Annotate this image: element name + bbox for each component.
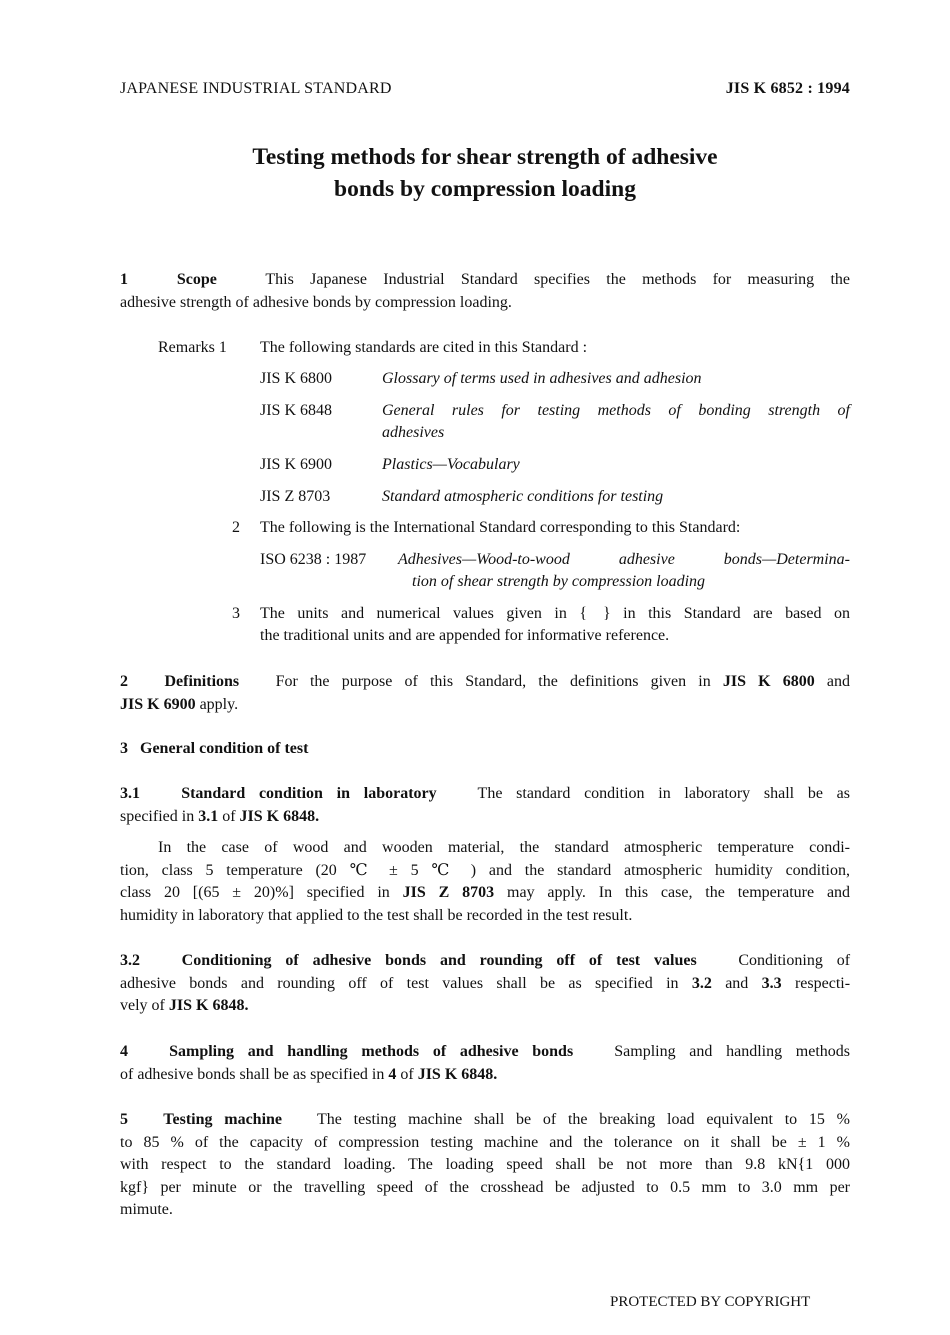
section-4-text-3: of: [400, 1065, 414, 1083]
remark-1-intro: The following standards are cited in this Standard :: [260, 339, 588, 356]
section-1-heading: Scope: [176, 271, 217, 288]
header-standard-number: JIS K 6852 : 1994: [725, 80, 850, 97]
section-3-heading-line: [120, 738, 308, 761]
ref-title-k6848-a: General rules for testing methods of bonding strength of: [382, 402, 850, 419]
section-3-2-ref-k6848: JIS K 6848: [168, 997, 245, 1015]
remark-2-number: 2: [232, 519, 240, 536]
title-line-2: bonds by compression loading: [334, 176, 636, 202]
section-3-1-text-3: of: [222, 807, 236, 825]
section-5-line-2: to 85 % of the capacity of compression testing machine and the tolerance on it shall be ± 1 %: [120, 1133, 850, 1151]
section-2-heading: Definitions: [164, 673, 240, 690]
ref-title-k6848-b: adhesives: [382, 424, 445, 441]
section-1-text-b: adhesive strength of adhesive bonds by compression loading.: [120, 293, 512, 311]
section-3-heading: General condition of test: [140, 740, 309, 757]
section-4-number: 4: [120, 1043, 128, 1060]
section-3-1-p2-line-3a: class 20 [(65 ± 20)%] specified in: [120, 884, 390, 902]
section-3-2-text-4: respecti-: [794, 974, 851, 992]
section-5-line-3: with respect to the standard loading. The loading speed shall be not more than 9.8 kN{1 000: [120, 1156, 850, 1174]
section-3-2-text-6: .: [244, 997, 249, 1015]
ref-code-k6900: JIS K 6900: [260, 456, 333, 473]
section-3-1-text-2: specified in: [120, 807, 195, 825]
section-2-number: 2: [120, 673, 128, 690]
page-title: [120, 141, 850, 205]
section-3-2-number: 3.2: [120, 952, 140, 969]
section-3-1-p2-ref-z8703: JIS Z 8703: [402, 884, 495, 902]
ref-title-k6800: Glossary of terms used in adhesives and adhesion: [382, 370, 702, 387]
section-2-ref-k6900: JIS K 6900: [120, 695, 196, 713]
section-2-text-3: apply.: [199, 695, 239, 713]
section-3-1-ref-clause: 3.1: [198, 807, 219, 825]
title-line-1: Testing methods for shear strength of adhesive: [252, 144, 718, 170]
remark-2-intro: The following is the International Standard corresponding to this Standard:: [260, 519, 741, 536]
section-3-1-number: 3.1: [120, 785, 140, 802]
section-3-1-p2-line-2: tion, class 5 temperature (20 ℃ ± 5 ℃ ) and the standard atmospheric humidity condition,: [120, 861, 850, 879]
section-3-1-heading: Standard condition in laboratory: [181, 785, 437, 802]
section-3-2-text-2: adhesive bonds and rounding off of test values shall be as specified in: [120, 974, 679, 992]
header-standard-label: JAPANESE INDUSTRIAL STANDARD: [120, 80, 392, 97]
section-3-number: 3: [120, 740, 128, 757]
ref-code-k6800: JIS K 6800: [260, 370, 333, 387]
section-4: [120, 1041, 850, 1086]
section-3-2-text-5: vely of: [120, 997, 165, 1015]
section-3-1-paragraph-2: [120, 837, 850, 927]
section-3-1-text-4: .: [315, 807, 320, 825]
section-2-text-2: and: [826, 673, 851, 690]
section-2-text-1: For the purpose of this Standard, the definitions given in: [275, 673, 711, 690]
section-1-text-a: This Japanese Industrial Standard specifies the methods for measuring the: [265, 271, 851, 288]
section-3-1-p2-line-3b: may apply. In this case, the temperature and: [507, 884, 851, 902]
section-3-1-p2-line-4: humidity in laboratory that applied to the test shall be recorded in the test result.: [120, 906, 633, 924]
section-3-1-text-1: The standard condition in laboratory shall be as: [477, 785, 851, 802]
remarks-label: Remarks 1: [158, 339, 227, 356]
section-3-2: [120, 950, 850, 1018]
section-2-ref-k6800: JIS K 6800: [722, 673, 815, 690]
iso-title-b: tion of shear strength by compression loading: [412, 573, 706, 590]
section-4-text-4: .: [493, 1065, 498, 1083]
remark-3-number: 3: [232, 605, 240, 622]
section-1-number: 1: [120, 271, 128, 288]
section-1-scope: [120, 269, 850, 314]
section-4-text-2: of adhesive bonds shall be as specified in: [120, 1065, 385, 1083]
remark-3-text-b: the traditional units and are appended for informative reference.: [260, 627, 670, 644]
section-3-2-text-1: Conditioning of: [738, 952, 851, 969]
section-5-heading: Testing machine: [163, 1111, 283, 1128]
section-5-line-5: mimute.: [120, 1201, 173, 1219]
section-3-2-ref-clause-b: 3.3: [761, 974, 782, 992]
section-3-2-heading: Conditioning of adhesive bonds and rounding off of test values: [181, 952, 697, 969]
section-4-text-1: Sampling and handling methods: [614, 1043, 851, 1060]
remark-3-text-a: The units and numerical values given in { } in this Standard are based on: [260, 605, 850, 622]
ref-code-k6848: JIS K 6848: [260, 402, 333, 419]
copyright-footer: PROTECTED BY COPYRIGHT: [610, 1294, 811, 1310]
iso-code: ISO 6238 : 1987: [260, 551, 367, 568]
ref-title-z8703: Standard atmospheric conditions for testing: [382, 488, 664, 505]
section-3-1: [120, 783, 850, 828]
section-2-definitions: [120, 671, 850, 716]
section-5-line-1: The testing machine shall be of the breaking load equivalent to 15 %: [317, 1111, 851, 1128]
ref-code-z8703: JIS Z 8703: [260, 488, 331, 505]
iso-title-a: Adhesives—Wood-to-wood adhesive bonds—Determina-: [398, 551, 850, 568]
section-3-1-p2-line-1: In the case of wood and wooden material, the standard atmospheric temperature condi-: [158, 839, 850, 856]
section-4-heading: Sampling and handling methods of adhesive bonds: [169, 1043, 574, 1060]
section-5: [120, 1109, 850, 1222]
section-5-number: 5: [120, 1111, 128, 1128]
section-4-ref-clause: 4: [388, 1065, 397, 1083]
section-4-ref-k6848: JIS K 6848: [417, 1065, 494, 1083]
section-3-2-text-3: and: [725, 974, 749, 992]
section-3-1-ref-k6848: JIS K 6848: [239, 807, 316, 825]
section-3-2-ref-clause-a: 3.2: [691, 974, 712, 992]
ref-title-k6900: Plastics—Vocabulary: [382, 456, 520, 473]
section-5-line-4: kgf} per minute or the travelling speed of the crosshead be adjusted to 0.5 mm to 3.0 mm per: [120, 1178, 850, 1196]
